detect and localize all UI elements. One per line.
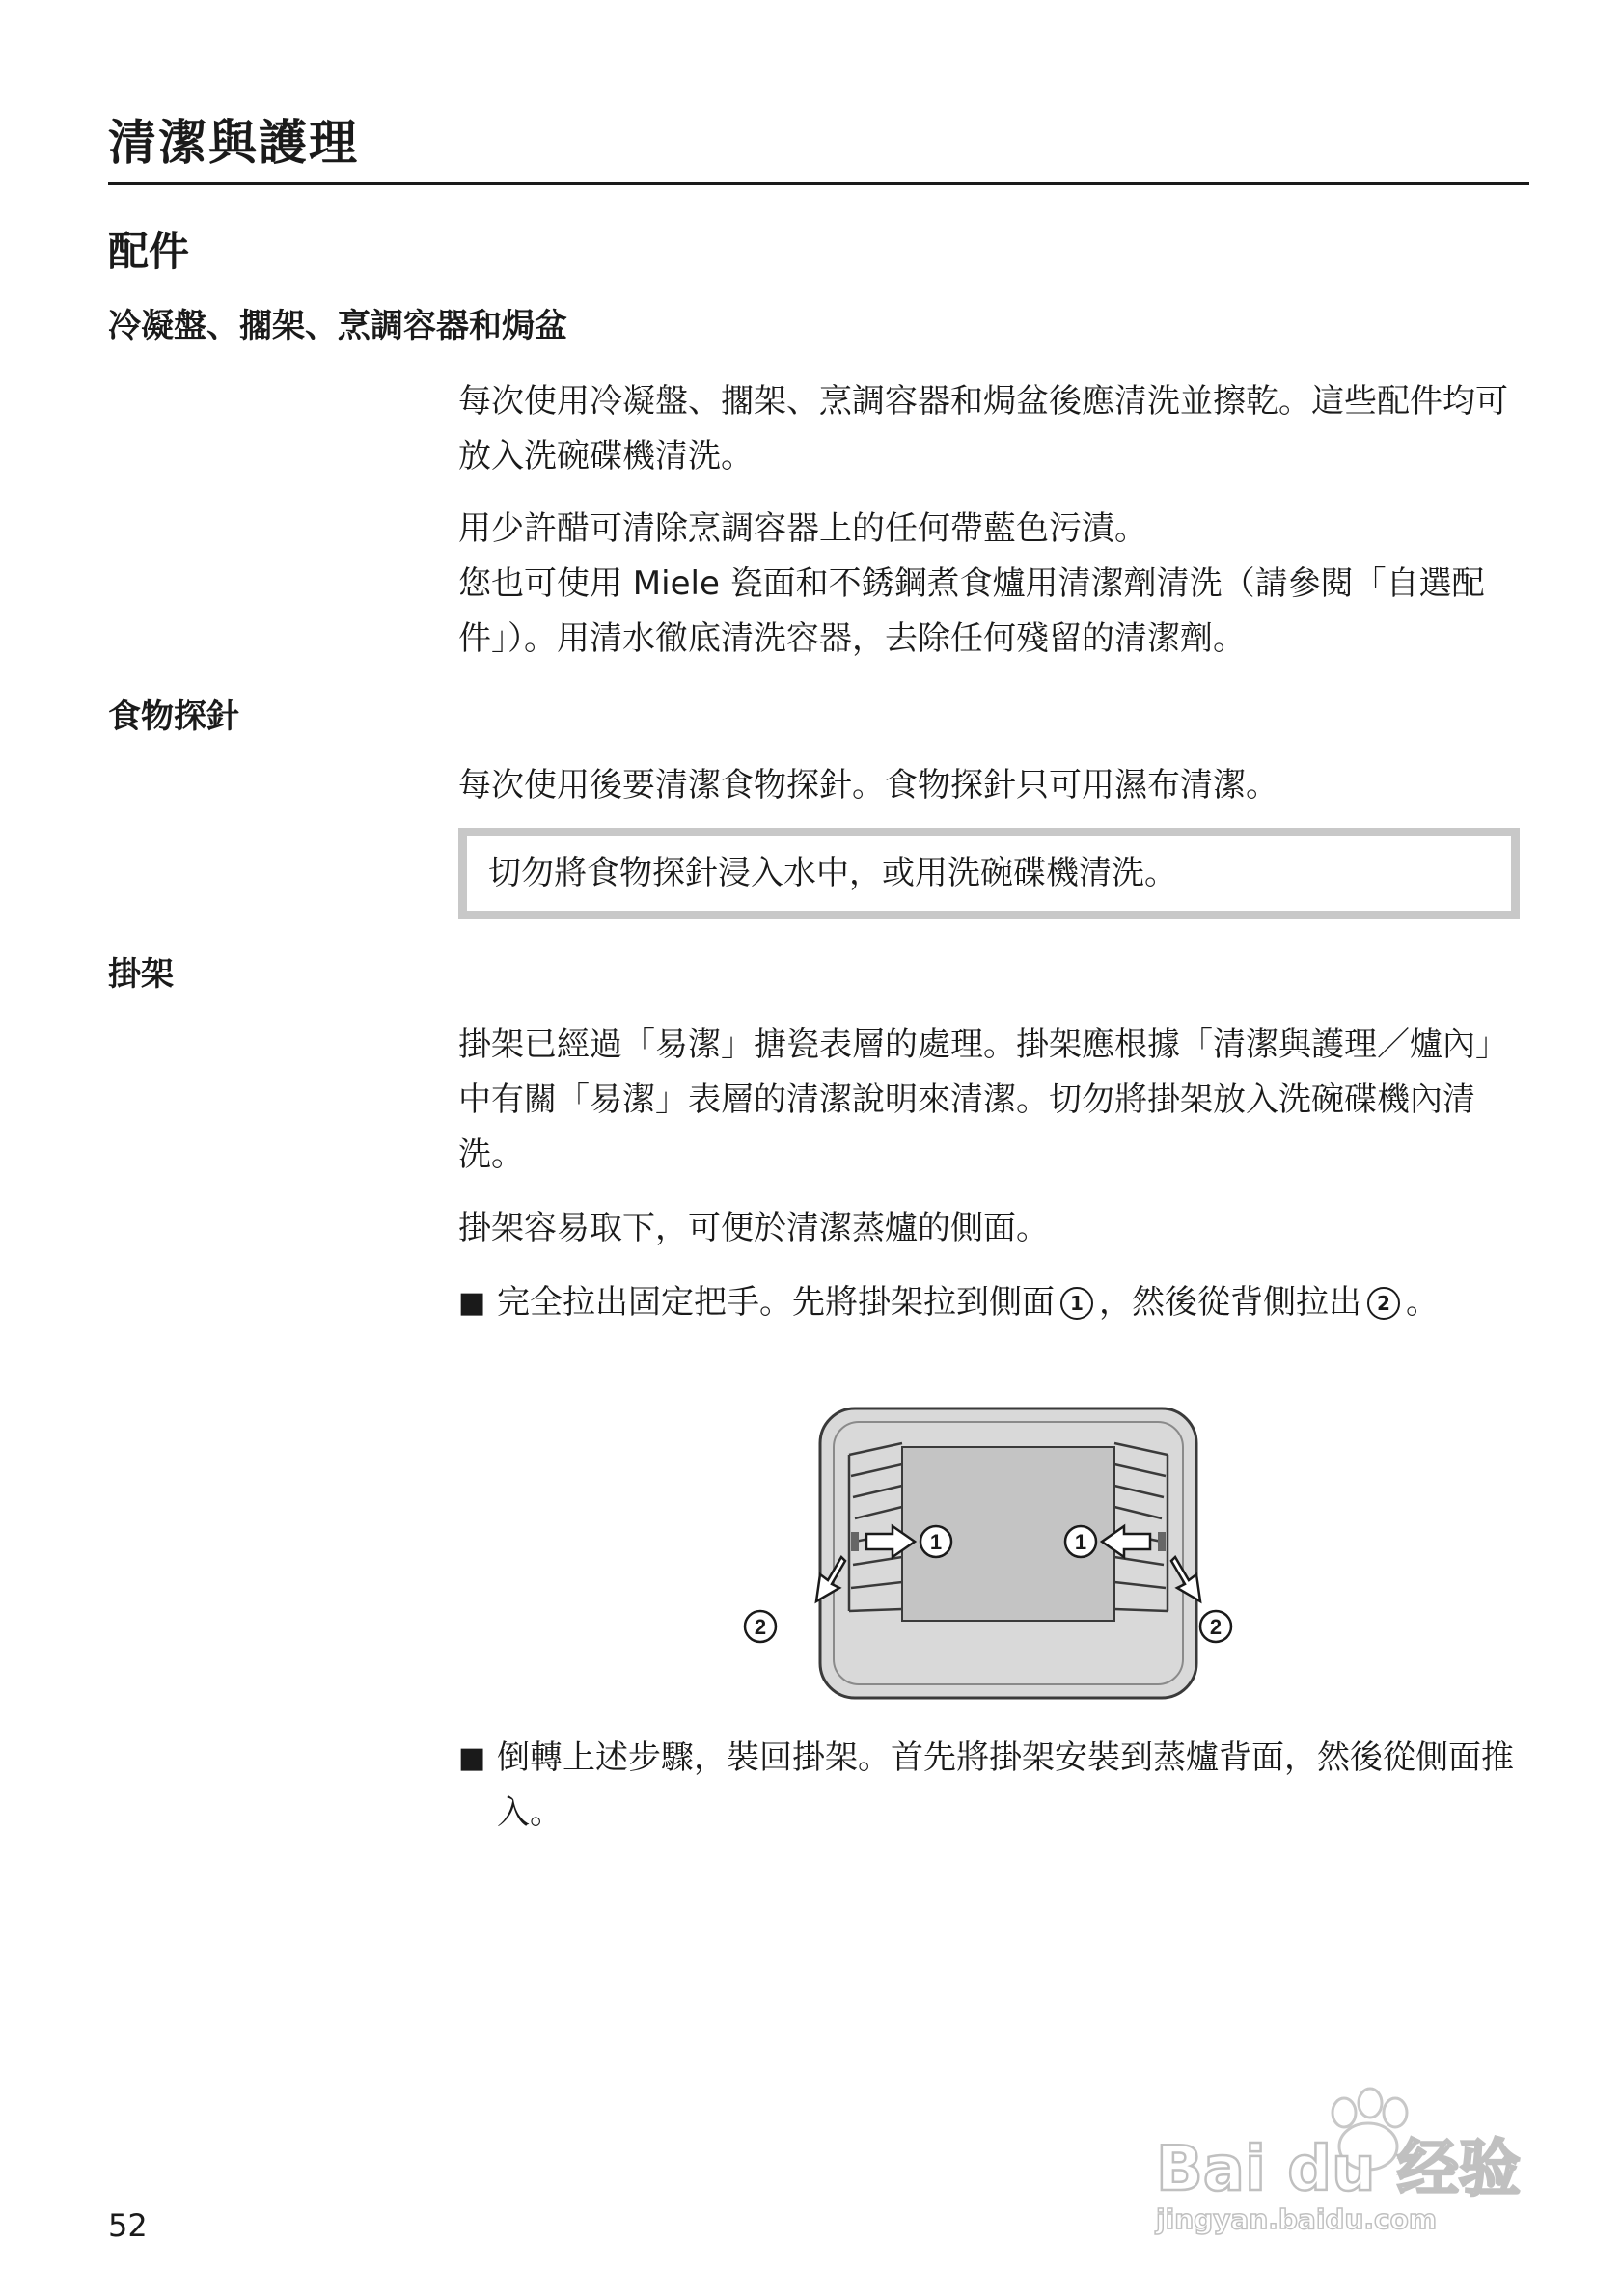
step-2-marker: 2 — [1367, 1287, 1400, 1320]
baidu-watermark-logo — [1146, 2074, 1532, 2238]
rack-paragraph-1: 掛架已經過「易潔」搪瓷表層的處理。掛架應根據「清潔與護理／爐內」中有關「易潔」表層的清潔說明來清潔。切勿將掛架放入洗碗碟機內清洗。 — [458, 1025, 1508, 1174]
rack-removal-diagram — [733, 1397, 1235, 1706]
rack-step-1 — [458, 1275, 1529, 1330]
subsection-title-probe: 食物探針 — [108, 697, 239, 736]
watermark-brand: Bai du 经验 — [1156, 2134, 1521, 2205]
rack-step-2-text: 倒轉上述步驟，裝回掛架。首先將掛架安裝到蒸爐背面，然後從側面推入。 — [497, 1738, 1514, 1832]
page-title: 清潔與護理 — [108, 115, 359, 171]
rack-step-1-text-a: 完全拉出固定把手。先將掛架拉到側面 — [497, 1283, 1055, 1322]
pans-paragraph-1: 每次使用冷凝盤、擱架、烹調容器和焗盆後應清洗並擦乾。這些配件均可放入洗碗碟機清洗。 — [458, 382, 1508, 476]
title-rule — [108, 182, 1529, 185]
probe-warning-text: 切勿將食物探針浸入水中，或用洗碗碟機清洗。 — [488, 854, 1177, 892]
pans-paragraph-2-line-1: 用少許醋可清除烹調容器上的任何帶藍色污漬。 — [458, 509, 1147, 548]
page-number: 52 — [108, 2207, 148, 2244]
bullet-square-icon: ■ — [458, 1286, 486, 1320]
rack-paragraph-2: 掛架容易取下，可便於清潔蒸爐的側面。 — [458, 1209, 1049, 1247]
watermark-url: jingyan.baidu.com — [1156, 2203, 1438, 2235]
subsection-title-pans: 冷凝盤、擱架、烹調容器和焗盆 — [108, 307, 567, 345]
section-title: 配件 — [108, 228, 190, 275]
diagram-label-1-right-text: 1 — [1074, 1530, 1087, 1554]
probe-paragraph: 每次使用後要清潔食物探針。食物探針只可用濕布清潔。 — [458, 766, 1278, 805]
diagram-label-1-left-text: 1 — [929, 1530, 943, 1554]
pans-paragraph-2 — [458, 502, 1529, 667]
pans-paragraph-2-line-2: 您也可使用 Miele 瓷面和不銹鋼煮食爐用清潔劑清洗（請參閱「自選配件」）。用清水徹底清洗容器，去除任何殘留的清潔劑。 — [458, 564, 1485, 658]
diagram-label-2-left-text: 2 — [754, 1615, 767, 1639]
bullet-square-icon: ■ — [458, 1741, 486, 1775]
rack-step-1-text-b: ，然後從背側拉出 — [1099, 1283, 1361, 1322]
step-1-marker: 1 — [1060, 1287, 1093, 1320]
subsection-title-rack: 掛架 — [108, 955, 174, 994]
rack-step-1-text-c: 。 — [1406, 1283, 1439, 1322]
diagram-label-2-right-text: 2 — [1209, 1615, 1223, 1639]
probe-warning-box — [458, 828, 1520, 919]
rack-step-2 — [458, 1731, 1529, 1841]
